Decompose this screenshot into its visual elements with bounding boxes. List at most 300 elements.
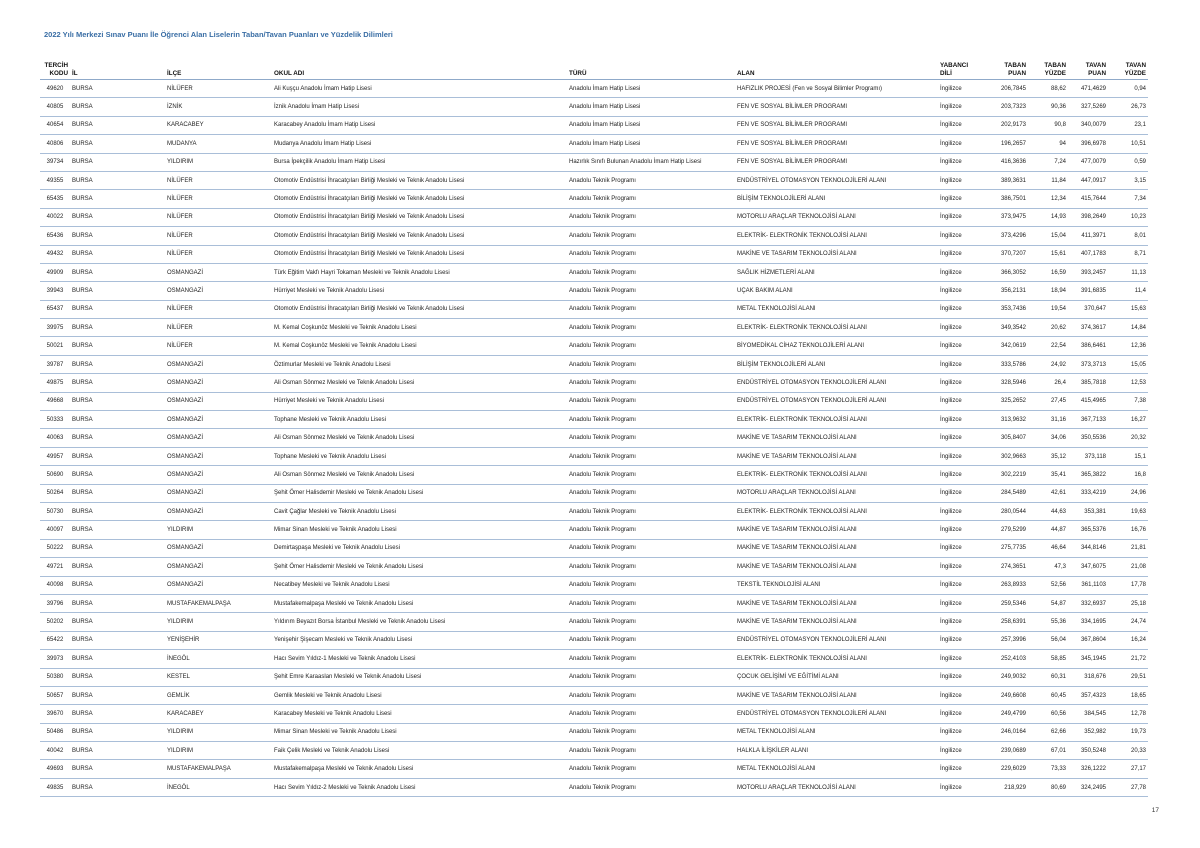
cell-taban-puan: 302,2219 — [988, 466, 1028, 484]
cell-tavan-puan: 373,118 — [1068, 447, 1108, 465]
cell-tercih-kodu: 49668 — [40, 392, 70, 410]
cell-tavan-puan: 327,5269 — [1068, 98, 1108, 116]
cell-turu: Anadolu Teknik Programı — [567, 705, 735, 723]
cell-tercih-kodu: 40022 — [40, 208, 70, 226]
table-row — [40, 282, 1148, 300]
cell-yabanci-dili: İngilizce — [938, 392, 988, 410]
cell-taban-puan: 275,7735 — [988, 539, 1028, 557]
cell-ilce: KESTEL — [165, 668, 272, 686]
cell-taban-yuzde: 20,62 — [1028, 319, 1068, 337]
cell-turu: Anadolu Teknik Programı — [567, 631, 735, 649]
cell-turu: Anadolu İmam Hatip Lisesi — [567, 80, 735, 98]
cell-taban-puan: 353,7436 — [988, 300, 1028, 318]
header-il: İL — [70, 53, 165, 80]
table-row — [40, 208, 1148, 226]
cell-taban-yuzde: 12,34 — [1028, 190, 1068, 208]
cell-yabanci-dili: İngilizce — [938, 208, 988, 226]
cell-tercih-kodu: 50333 — [40, 411, 70, 429]
cell-turu: Anadolu Teknik Programı — [567, 190, 735, 208]
cell-alan: TEKSTİL TEKNOLOJİSİ ALANI — [735, 576, 938, 594]
table-row — [40, 594, 1148, 612]
cell-okul-adi: Bursa İpekçilik Anadolu İmam Hatip Lisesi — [272, 153, 567, 171]
cell-turu: Anadolu İmam Hatip Lisesi — [567, 98, 735, 116]
header-tavan-puan: TAVAN PUAN — [1068, 53, 1108, 80]
cell-alan: BİLİŞİM TEKNOLOJİLERİ ALANI — [735, 355, 938, 373]
cell-taban-puan: 342,0619 — [988, 337, 1028, 355]
cell-il: BURSA — [70, 98, 165, 116]
cell-il: BURSA — [70, 374, 165, 392]
cell-yabanci-dili: İngilizce — [938, 300, 988, 318]
cell-taban-yuzde: 11,84 — [1028, 171, 1068, 189]
cell-tercih-kodu: 50730 — [40, 502, 70, 520]
cell-yabanci-dili: İngilizce — [938, 429, 988, 447]
cell-okul-adi: Demirtaşpaşa Mesleki ve Teknik Anadolu Lisesi — [272, 539, 567, 557]
cell-tavan-yuzde: 16,8 — [1108, 466, 1148, 484]
cell-ilce: MUDANYA — [165, 135, 272, 153]
cell-alan: FEN VE SOSYAL BİLİMLER PROGRAMI — [735, 153, 938, 171]
cell-yabanci-dili: İngilizce — [938, 558, 988, 576]
cell-okul-adi: Hacı Sevim Yıldız-1 Mesleki ve Teknik Anadolu Lisesi — [272, 650, 567, 668]
cell-taban-puan: 349,3542 — [988, 319, 1028, 337]
cell-tavan-puan: 374,3617 — [1068, 319, 1108, 337]
cell-turu: Anadolu Teknik Programı — [567, 208, 735, 226]
cell-tavan-yuzde: 20,33 — [1108, 742, 1148, 760]
cell-taban-yuzde: 44,63 — [1028, 502, 1068, 520]
cell-yabanci-dili: İngilizce — [938, 778, 988, 796]
cell-tercih-kodu: 40042 — [40, 742, 70, 760]
cell-turu: Anadolu Teknik Programı — [567, 484, 735, 502]
cell-yabanci-dili: İngilizce — [938, 374, 988, 392]
cell-tavan-yuzde: 12,36 — [1108, 337, 1148, 355]
cell-ilce: OSMANGAZİ — [165, 411, 272, 429]
table-row — [40, 502, 1148, 520]
cell-taban-puan: 416,3636 — [988, 153, 1028, 171]
cell-yabanci-dili: İngilizce — [938, 411, 988, 429]
cell-alan: ENDÜSTRİYEL OTOMASYON TEKNOLOJİLERİ ALANI — [735, 392, 938, 410]
cell-yabanci-dili: İngilizce — [938, 521, 988, 539]
cell-ilce: OSMANGAZİ — [165, 502, 272, 520]
cell-tercih-kodu: 40654 — [40, 116, 70, 134]
cell-tavan-puan: 398,2649 — [1068, 208, 1108, 226]
cell-taban-puan: 305,8407 — [988, 429, 1028, 447]
cell-tavan-yuzde: 23,1 — [1108, 116, 1148, 134]
cell-taban-yuzde: 94 — [1028, 135, 1068, 153]
table-row — [40, 558, 1148, 576]
scores-table — [40, 53, 1148, 797]
table-row — [40, 171, 1148, 189]
cell-okul-adi: Ali Osman Sönmez Mesleki ve Teknik Anadolu Lisesi — [272, 466, 567, 484]
cell-taban-puan: 196,2657 — [988, 135, 1028, 153]
cell-taban-yuzde: 80,69 — [1028, 778, 1068, 796]
cell-turu: Anadolu Teknik Programı — [567, 686, 735, 704]
cell-taban-puan: 218,929 — [988, 778, 1028, 796]
cell-taban-puan: 370,7207 — [988, 245, 1028, 263]
cell-turu: Anadolu İmam Hatip Lisesi — [567, 135, 735, 153]
cell-tavan-puan: 415,7644 — [1068, 190, 1108, 208]
cell-tavan-yuzde: 10,51 — [1108, 135, 1148, 153]
cell-yabanci-dili: İngilizce — [938, 319, 988, 337]
cell-il: BURSA — [70, 263, 165, 281]
cell-taban-yuzde: 54,87 — [1028, 594, 1068, 612]
cell-ilce: NİLÜFER — [165, 300, 272, 318]
cell-ilce: KARACABEY — [165, 116, 272, 134]
cell-tavan-yuzde: 16,24 — [1108, 631, 1148, 649]
cell-il: BURSA — [70, 594, 165, 612]
cell-yabanci-dili: İngilizce — [938, 484, 988, 502]
cell-ilce: OSMANGAZİ — [165, 429, 272, 447]
cell-tercih-kodu: 49355 — [40, 171, 70, 189]
cell-yabanci-dili: İngilizce — [938, 760, 988, 778]
table-row — [40, 705, 1148, 723]
cell-ilce: NİLÜFER — [165, 319, 272, 337]
table-row — [40, 686, 1148, 704]
cell-alan: ELEKTRİK- ELEKTRONİK TEKNOLOJİSİ ALANI — [735, 227, 938, 245]
cell-okul-adi: Karacabey Mesleki ve Teknik Anadolu Lisesi — [272, 705, 567, 723]
cell-turu: Anadolu Teknik Programı — [567, 227, 735, 245]
cell-turu: Anadolu Teknik Programı — [567, 613, 735, 631]
table-row — [40, 245, 1148, 263]
cell-turu: Anadolu Teknik Programı — [567, 558, 735, 576]
cell-ilce: KARACABEY — [165, 705, 272, 723]
cell-taban-yuzde: 44,87 — [1028, 521, 1068, 539]
cell-yabanci-dili: İngilizce — [938, 337, 988, 355]
table-row — [40, 374, 1148, 392]
cell-tercih-kodu: 49957 — [40, 447, 70, 465]
cell-alan: ELEKTRİK- ELEKTRONİK TEKNOLOJİSİ ALANI — [735, 650, 938, 668]
cell-turu: Hazırlık Sınıfı Bulunan Anadolu İmam Hatip Lisesi — [567, 153, 735, 171]
cell-il: BURSA — [70, 208, 165, 226]
cell-alan: MAKİNE VE TASARIM TEKNOLOJİSİ ALANI — [735, 558, 938, 576]
cell-alan: UÇAK BAKIM ALANI — [735, 282, 938, 300]
cell-okul-adi: Mimar Sinan Mesleki ve Teknik Anadolu Lisesi — [272, 521, 567, 539]
cell-il: BURSA — [70, 355, 165, 373]
cell-yabanci-dili: İngilizce — [938, 466, 988, 484]
cell-ilce: OSMANGAZİ — [165, 466, 272, 484]
cell-turu: Anadolu İmam Hatip Lisesi — [567, 116, 735, 134]
cell-tavan-puan: 332,6937 — [1068, 594, 1108, 612]
cell-il: BURSA — [70, 171, 165, 189]
cell-tavan-puan: 365,5376 — [1068, 521, 1108, 539]
cell-yabanci-dili: İngilizce — [938, 245, 988, 263]
table-row — [40, 631, 1148, 649]
cell-turu: Anadolu Teknik Programı — [567, 650, 735, 668]
cell-tercih-kodu: 50202 — [40, 613, 70, 631]
cell-okul-adi: Hürriyet Mesleki ve Teknik Anadolu Lisesi — [272, 282, 567, 300]
cell-turu: Anadolu Teknik Programı — [567, 742, 735, 760]
cell-taban-yuzde: 67,01 — [1028, 742, 1068, 760]
cell-tavan-yuzde: 21,72 — [1108, 650, 1148, 668]
cell-turu: Anadolu Teknik Programı — [567, 355, 735, 373]
table-row — [40, 153, 1148, 171]
cell-tavan-puan: 367,8604 — [1068, 631, 1108, 649]
table-row — [40, 392, 1148, 410]
header-taban-puan: TABAN PUAN — [988, 53, 1028, 80]
cell-tercih-kodu: 40805 — [40, 98, 70, 116]
cell-okul-adi: Şehit Emre Karaaslan Mesleki ve Teknik Anadolu Lisesi — [272, 668, 567, 686]
cell-tavan-puan: 384,545 — [1068, 705, 1108, 723]
cell-taban-puan: 313,9632 — [988, 411, 1028, 429]
cell-ilce: İZNİK — [165, 98, 272, 116]
table-row — [40, 80, 1148, 98]
cell-taban-puan: 284,5489 — [988, 484, 1028, 502]
cell-taban-puan: 373,4296 — [988, 227, 1028, 245]
cell-okul-adi: Yenişehir Şişecam Mesleki ve Teknik Anadolu Lisesi — [272, 631, 567, 649]
cell-tercih-kodu: 65422 — [40, 631, 70, 649]
cell-taban-yuzde: 52,56 — [1028, 576, 1068, 594]
cell-alan: MAKİNE VE TASARIM TEKNOLOJİSİ ALANI — [735, 686, 938, 704]
cell-okul-adi: Şehit Ömer Halisdemir Mesleki ve Teknik Anadolu Lisesi — [272, 558, 567, 576]
cell-ilce: NİLÜFER — [165, 227, 272, 245]
cell-tercih-kodu: 39796 — [40, 594, 70, 612]
cell-turu: Anadolu Teknik Programı — [567, 594, 735, 612]
cell-taban-puan: 257,3996 — [988, 631, 1028, 649]
cell-taban-puan: 203,7323 — [988, 98, 1028, 116]
cell-alan: MOTORLU ARAÇLAR TEKNOLOJİSİ ALANI — [735, 778, 938, 796]
cell-yabanci-dili: İngilizce — [938, 650, 988, 668]
cell-turu: Anadolu Teknik Programı — [567, 668, 735, 686]
cell-tavan-yuzde: 0,59 — [1108, 153, 1148, 171]
cell-ilce: OSMANGAZİ — [165, 576, 272, 594]
table-row — [40, 576, 1148, 594]
cell-tavan-yuzde: 27,78 — [1108, 778, 1148, 796]
document-title: 2022 Yılı Merkezi Sınav Puanı İle Öğrenci Alan Liselerin Taban/Tavan Puanları ve Yüzdelik Dilimleri — [44, 30, 393, 39]
cell-yabanci-dili: İngilizce — [938, 613, 988, 631]
cell-il: BURSA — [70, 705, 165, 723]
cell-ilce: NİLÜFER — [165, 208, 272, 226]
cell-tavan-yuzde: 7,38 — [1108, 392, 1148, 410]
cell-il: BURSA — [70, 337, 165, 355]
cell-il: BURSA — [70, 447, 165, 465]
cell-okul-adi: Ali Kuşçu Anadolu İmam Hatip Lisesi — [272, 80, 567, 98]
cell-okul-adi: İznik Anadolu İmam Hatip Lisesi — [272, 98, 567, 116]
cell-turu: Anadolu Teknik Programı — [567, 319, 735, 337]
cell-tavan-puan: 370,647 — [1068, 300, 1108, 318]
cell-yabanci-dili: İngilizce — [938, 227, 988, 245]
cell-tavan-puan: 353,381 — [1068, 502, 1108, 520]
cell-yabanci-dili: İngilizce — [938, 80, 988, 98]
cell-tavan-puan: 396,6978 — [1068, 135, 1108, 153]
cell-yabanci-dili: İngilizce — [938, 153, 988, 171]
cell-yabanci-dili: İngilizce — [938, 171, 988, 189]
cell-yabanci-dili: İngilizce — [938, 539, 988, 557]
cell-alan: ELEKTRİK- ELEKTRONİK TEKNOLOJİSİ ALANI — [735, 411, 938, 429]
cell-tavan-puan: 391,6835 — [1068, 282, 1108, 300]
cell-ilce: OSMANGAZİ — [165, 447, 272, 465]
table-header-row — [40, 53, 1148, 80]
table-row — [40, 778, 1148, 796]
cell-ilce: OSMANGAZİ — [165, 484, 272, 502]
cell-il: BURSA — [70, 319, 165, 337]
cell-alan: ÇOCUK GELİŞİMİ VE EĞİTİMİ ALANI — [735, 668, 938, 686]
cell-tavan-puan: 334,1695 — [1068, 613, 1108, 631]
cell-alan: MAKİNE VE TASARIM TEKNOLOJİSİ ALANI — [735, 613, 938, 631]
cell-tercih-kodu: 65436 — [40, 227, 70, 245]
cell-taban-yuzde: 46,64 — [1028, 539, 1068, 557]
cell-il: BURSA — [70, 521, 165, 539]
cell-tavan-yuzde: 14,84 — [1108, 319, 1148, 337]
cell-okul-adi: Gemlik Mesleki ve Teknik Anadolu Lisesi — [272, 686, 567, 704]
cell-tavan-puan: 357,4323 — [1068, 686, 1108, 704]
cell-tercih-kodu: 39787 — [40, 355, 70, 373]
cell-taban-yuzde: 34,06 — [1028, 429, 1068, 447]
cell-ilce: MUSTAFAKEMALPAŞA — [165, 760, 272, 778]
cell-tavan-yuzde: 19,63 — [1108, 502, 1148, 520]
cell-alan: ELEKTRİK- ELEKTRONİK TEKNOLOJİSİ ALANI — [735, 502, 938, 520]
cell-taban-puan: 302,9663 — [988, 447, 1028, 465]
cell-tercih-kodu: 49620 — [40, 80, 70, 98]
cell-tavan-yuzde: 25,18 — [1108, 594, 1148, 612]
cell-alan: MAKİNE VE TASARIM TEKNOLOJİSİ ALANI — [735, 245, 938, 263]
cell-alan: ENDÜSTRİYEL OTOMASYON TEKNOLOJİLERİ ALANI — [735, 171, 938, 189]
cell-taban-yuzde: 62,66 — [1028, 723, 1068, 741]
cell-taban-puan: 373,9475 — [988, 208, 1028, 226]
cell-tavan-yuzde: 15,63 — [1108, 300, 1148, 318]
cell-taban-puan: 356,2131 — [988, 282, 1028, 300]
cell-il: BURSA — [70, 539, 165, 557]
cell-tavan-yuzde: 3,15 — [1108, 171, 1148, 189]
table-row — [40, 263, 1148, 281]
cell-il: BURSA — [70, 300, 165, 318]
cell-taban-puan: 366,3052 — [988, 263, 1028, 281]
cell-taban-yuzde: 19,54 — [1028, 300, 1068, 318]
cell-alan: MAKİNE VE TASARIM TEKNOLOJİSİ ALANI — [735, 429, 938, 447]
cell-taban-yuzde: 60,56 — [1028, 705, 1068, 723]
cell-okul-adi: Yıldırım Beyazıt Borsa İstanbul Mesleki ve Teknik Anadolu Lisesi — [272, 613, 567, 631]
cell-alan: ELEKTRİK- ELEKTRONİK TEKNOLOJİSİ ALANI — [735, 466, 938, 484]
table-row — [40, 447, 1148, 465]
cell-yabanci-dili: İngilizce — [938, 116, 988, 134]
table-row — [40, 190, 1148, 208]
cell-tavan-yuzde: 18,65 — [1108, 686, 1148, 704]
cell-taban-yuzde: 16,59 — [1028, 263, 1068, 281]
cell-alan: BİLİŞİM TEKNOLOJİLERİ ALANI — [735, 190, 938, 208]
cell-il: BURSA — [70, 466, 165, 484]
cell-tavan-puan: 324,2495 — [1068, 778, 1108, 796]
cell-taban-yuzde: 14,93 — [1028, 208, 1068, 226]
cell-okul-adi: Tophane Mesleki ve Teknik Anadolu Lisesi — [272, 447, 567, 465]
cell-taban-yuzde: 35,41 — [1028, 466, 1068, 484]
cell-tavan-yuzde: 16,76 — [1108, 521, 1148, 539]
cell-yabanci-dili: İngilizce — [938, 502, 988, 520]
cell-tercih-kodu: 65435 — [40, 190, 70, 208]
cell-il: BURSA — [70, 116, 165, 134]
cell-tercih-kodu: 65437 — [40, 300, 70, 318]
cell-tavan-yuzde: 21,08 — [1108, 558, 1148, 576]
cell-yabanci-dili: İngilizce — [938, 631, 988, 649]
cell-tavan-yuzde: 24,96 — [1108, 484, 1148, 502]
cell-ilce: OSMANGAZİ — [165, 282, 272, 300]
cell-turu: Anadolu Teknik Programı — [567, 447, 735, 465]
cell-okul-adi: Otomotiv Endüstrisi İhracatçıları Birliği Mesleki ve Teknik Anadolu Lisesi — [272, 300, 567, 318]
cell-tavan-puan: 447,0917 — [1068, 171, 1108, 189]
cell-il: BURSA — [70, 429, 165, 447]
cell-tavan-puan: 350,5536 — [1068, 429, 1108, 447]
cell-tavan-yuzde: 7,34 — [1108, 190, 1148, 208]
cell-tavan-puan: 345,1945 — [1068, 650, 1108, 668]
cell-tavan-puan: 411,3971 — [1068, 227, 1108, 245]
cell-okul-adi: Otomotiv Endüstrisi İhracatçıları Birliği Mesleki ve Teknik Anadolu Lisesi — [272, 190, 567, 208]
cell-okul-adi: Otomotiv Endüstrisi İhracatçıları Birliği Mesleki ve Teknik Anadolu Lisesi — [272, 208, 567, 226]
cell-taban-yuzde: 42,61 — [1028, 484, 1068, 502]
cell-tercih-kodu: 49721 — [40, 558, 70, 576]
cell-taban-yuzde: 55,36 — [1028, 613, 1068, 631]
cell-taban-yuzde: 90,8 — [1028, 116, 1068, 134]
cell-alan: METAL TEKNOLOJİSİ ALANI — [735, 300, 938, 318]
cell-okul-adi: Türk Eğitim Vakfı Hayri Tokaman Mesleki ve Teknik Anadolu Lisesi — [272, 263, 567, 281]
cell-okul-adi: Hürriyet Mesleki ve Teknik Anadolu Lisesi — [272, 392, 567, 410]
cell-ilce: NİLÜFER — [165, 190, 272, 208]
cell-ilce: OSMANGAZİ — [165, 558, 272, 576]
cell-tavan-puan: 340,0079 — [1068, 116, 1108, 134]
table-row — [40, 300, 1148, 318]
cell-okul-adi: Ali Osman Sönmez Mesleki ve Teknik Anadolu Lisesi — [272, 429, 567, 447]
cell-taban-puan: 259,5346 — [988, 594, 1028, 612]
header-ilce: İLÇE — [165, 53, 272, 80]
cell-yabanci-dili: İngilizce — [938, 705, 988, 723]
cell-okul-adi: Cavit Çağlar Mesleki ve Teknik Anadolu Lisesi — [272, 502, 567, 520]
cell-taban-puan: 252,4103 — [988, 650, 1028, 668]
cell-turu: Anadolu Teknik Programı — [567, 171, 735, 189]
cell-tavan-puan: 318,676 — [1068, 668, 1108, 686]
cell-ilce: YILDIRIM — [165, 742, 272, 760]
cell-tavan-puan: 344,8146 — [1068, 539, 1108, 557]
cell-turu: Anadolu Teknik Programı — [567, 429, 735, 447]
header-yabanci-dili: YABANCI DİLİ — [938, 53, 988, 80]
cell-okul-adi: Şehit Ömer Halisdemir Mesleki ve Teknik Anadolu Lisesi — [272, 484, 567, 502]
cell-taban-yuzde: 22,54 — [1028, 337, 1068, 355]
cell-tavan-puan: 367,7133 — [1068, 411, 1108, 429]
cell-ilce: NİLÜFER — [165, 245, 272, 263]
cell-tavan-puan: 386,6461 — [1068, 337, 1108, 355]
cell-ilce: YILDIRIM — [165, 153, 272, 171]
cell-il: BURSA — [70, 392, 165, 410]
table-row — [40, 116, 1148, 134]
cell-tavan-puan: 350,5248 — [1068, 742, 1108, 760]
cell-tercih-kodu: 39670 — [40, 705, 70, 723]
cell-tavan-yuzde: 8,71 — [1108, 245, 1148, 263]
cell-tercih-kodu: 50222 — [40, 539, 70, 557]
cell-taban-puan: 229,6029 — [988, 760, 1028, 778]
cell-tavan-yuzde: 21,81 — [1108, 539, 1148, 557]
cell-ilce: İNEGÖL — [165, 778, 272, 796]
cell-tercih-kodu: 49875 — [40, 374, 70, 392]
cell-turu: Anadolu Teknik Programı — [567, 411, 735, 429]
cell-turu: Anadolu Teknik Programı — [567, 760, 735, 778]
cell-taban-yuzde: 18,94 — [1028, 282, 1068, 300]
cell-il: BURSA — [70, 650, 165, 668]
cell-il: BURSA — [70, 135, 165, 153]
table-row — [40, 429, 1148, 447]
cell-yabanci-dili: İngilizce — [938, 190, 988, 208]
cell-turu: Anadolu Teknik Programı — [567, 282, 735, 300]
cell-alan: ENDÜSTRİYEL OTOMASYON TEKNOLOJİLERİ ALANI — [735, 631, 938, 649]
cell-taban-yuzde: 60,31 — [1028, 668, 1068, 686]
cell-alan: HALKLA İLİŞKİLER ALANI — [735, 742, 938, 760]
cell-tavan-yuzde: 12,78 — [1108, 705, 1148, 723]
cell-tercih-kodu: 49909 — [40, 263, 70, 281]
table-row — [40, 98, 1148, 116]
cell-tavan-yuzde: 26,73 — [1108, 98, 1148, 116]
cell-il: BURSA — [70, 576, 165, 594]
cell-taban-yuzde: 56,04 — [1028, 631, 1068, 649]
cell-il: BURSA — [70, 245, 165, 263]
cell-tercih-kodu: 49835 — [40, 778, 70, 796]
cell-tercih-kodu: 50657 — [40, 686, 70, 704]
cell-tavan-puan: 352,982 — [1068, 723, 1108, 741]
cell-yabanci-dili: İngilizce — [938, 98, 988, 116]
cell-tavan-puan: 393,2457 — [1068, 263, 1108, 281]
cell-ilce: YILDIRIM — [165, 723, 272, 741]
